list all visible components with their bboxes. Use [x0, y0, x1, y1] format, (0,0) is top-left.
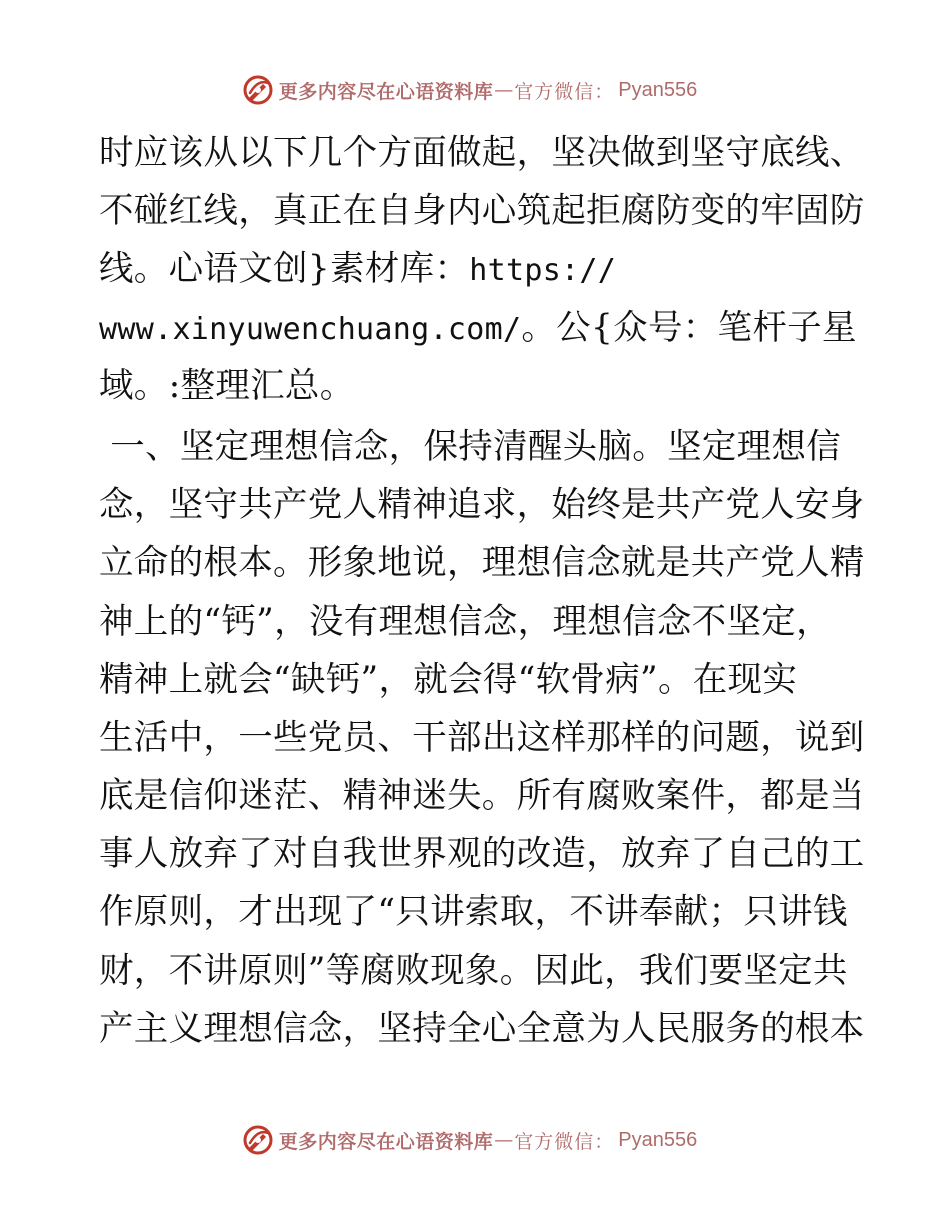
body-line: 财，不讲原则”等腐败现象。因此，我们要坚定共: [99, 950, 848, 991]
body-line: 生活中，一些党员、干部出这样那样的问题，说到: [99, 717, 865, 758]
brand-logo-icon: [241, 1123, 275, 1157]
body-line: 立命的根本。形象地说，理想信念就是共产党人精: [99, 543, 865, 584]
header-brand-text: 更多内容尽在心语资料库: [278, 80, 494, 103]
body-text: 。公{众号：笔杆子星: [521, 307, 857, 348]
footer-watermark: [0, 1120, 950, 1160]
footer-brand-text: 更多内容尽在心语资料库: [278, 1130, 494, 1153]
document-body: [99, 124, 865, 1058]
section-heading-line: 一、坚定理想信念，保持清醒头脑。坚定理想信: [99, 426, 842, 467]
footer-wechat-id: Pyan556: [618, 1128, 698, 1151]
url-host: www.xinyuwenchuang.com/: [99, 311, 522, 347]
body-line: 不碰红线，真正在自身内心筑起拒腐防变的牢固防: [99, 191, 865, 232]
body-line: 时应该从以下几个方面做起，坚决做到坚守底线、: [99, 133, 865, 173]
body-line-with-url: [99, 299, 859, 357]
header-watermark: [0, 70, 950, 110]
body-line: 事人放弃了对自我世界观的改造，放弃了自己的工: [99, 834, 865, 875]
body-line: 精神上就会“缺钙”，就会得“软骨病”。在现实: [99, 659, 798, 700]
footer-dash: —: [494, 1129, 514, 1151]
header-dash: —: [494, 79, 514, 101]
header-wechat-id: Pyan556: [618, 78, 698, 101]
body-line-with-url-label: [99, 240, 859, 298]
brand-logo-icon: [241, 73, 275, 107]
body-text: 线。心语文创}素材库：: [99, 249, 470, 290]
body-line: 作原则，才出现了“只讲索取，不讲奉献；只讲钱: [99, 892, 848, 933]
header-official-label: 官方微信：: [514, 80, 615, 103]
body-line: 底是信仰迷茫、精神迷失。所有腐败案件，都是当: [99, 776, 865, 817]
url-scheme: https://: [469, 253, 617, 289]
body-line: 神上的“钙”，没有理想信念，理想信念不坚定，: [99, 601, 831, 642]
body-line: 念，坚守共产党人精神追求，始终是共产党人安身: [99, 485, 865, 526]
footer-official-label: 官方微信：: [514, 1130, 615, 1153]
body-line: 域。:整理汇总。: [99, 365, 355, 406]
body-line: 产主义理想信念，坚持全心全意为人民服务的根本: [99, 1008, 865, 1049]
